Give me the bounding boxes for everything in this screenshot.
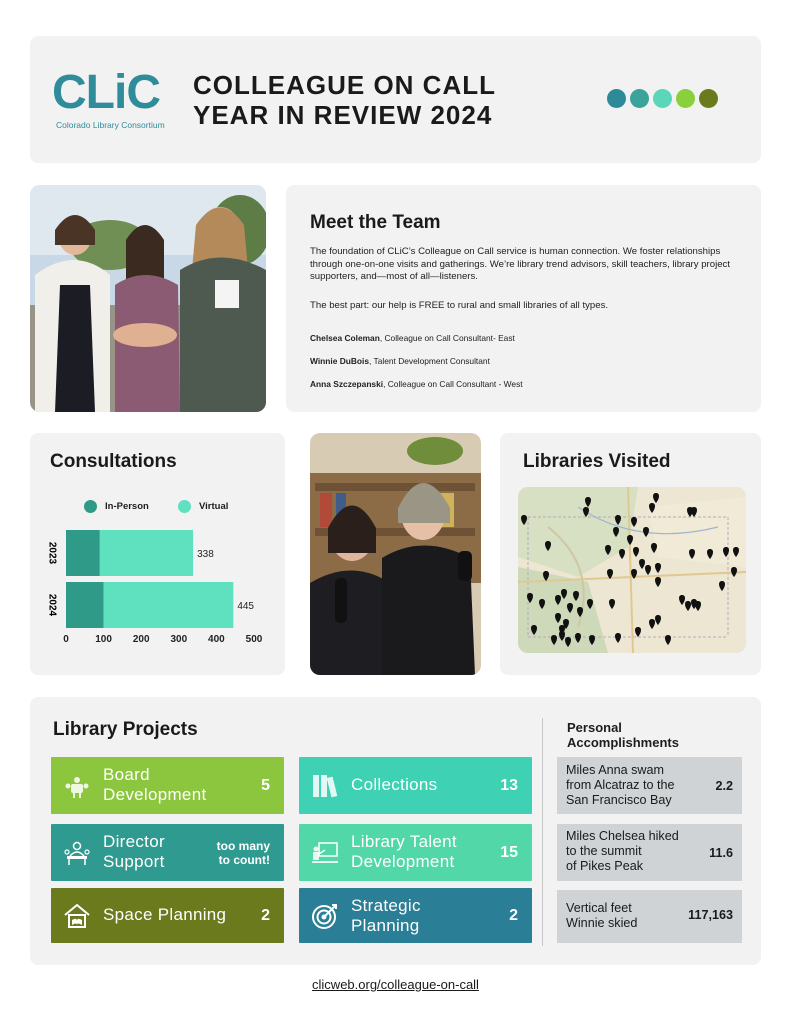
map-pin-icon — [539, 599, 545, 609]
label-line: Winnie skied — [566, 916, 638, 930]
map-pin-icon — [577, 607, 583, 617]
x-tick-label: 400 — [208, 634, 225, 645]
section-divider — [542, 718, 543, 946]
project-tile-collections — [299, 757, 532, 814]
accomplishment-anna-swim — [557, 757, 742, 814]
accomplishment-value: 11.6 — [709, 846, 733, 860]
legend-swatch — [84, 500, 97, 513]
label-line: Vertical feet — [566, 901, 632, 915]
map-pin-icon — [649, 503, 655, 513]
map-pin-icon — [615, 633, 621, 643]
map-pin-icon — [655, 615, 661, 625]
map-pin-icon — [585, 497, 591, 507]
map-pin-icon — [613, 527, 619, 537]
accomplishments-heading — [567, 720, 679, 750]
map-pin-icon — [651, 543, 657, 553]
meet-team-heading: Meet the Team — [310, 212, 441, 233]
chart-title: Consultations — [50, 451, 177, 472]
tile-label — [351, 896, 421, 936]
tile-label-line: Strategic — [351, 896, 421, 915]
accomplishment-label — [566, 829, 679, 874]
tile-label — [103, 832, 165, 872]
decorative-dots — [607, 89, 718, 109]
map-pin-icon — [607, 569, 613, 579]
map-pin-icon — [645, 565, 651, 575]
duo-photo — [310, 433, 481, 675]
house-icon — [63, 902, 91, 930]
map-pin-icon — [685, 601, 691, 611]
bar-in-person-2024 — [66, 582, 104, 628]
map-pin-icon — [633, 547, 639, 557]
director-icon — [63, 839, 91, 867]
team-photo — [30, 185, 266, 412]
tile-value: 13 — [500, 776, 518, 794]
map-pin-icon — [605, 545, 611, 555]
tile-label-line: Board — [103, 765, 150, 784]
map-pin-icon — [527, 593, 533, 603]
team-paragraph-1: The foundation of CLiC’s Colleague on Call service is human connection. We foster relationships through one-on-one visits and gatherings. We’re library trend advisors, skill teachers, library project supporters, and—most of all—listeners. — [310, 246, 731, 282]
label-line: to the summit — [566, 844, 642, 858]
accomplishment-winnie-ski — [557, 890, 742, 943]
dot-2 — [630, 89, 649, 108]
team-paragraph-2: The best part: our help is FREE to rural and small libraries of all types. — [310, 300, 609, 311]
map-pin-icon — [631, 569, 637, 579]
label-line: Miles Chelsea hiked — [566, 829, 679, 843]
heading-line: Accomplishments — [567, 735, 679, 750]
team-member-1 — [310, 333, 515, 343]
bar-in-person-2023 — [66, 530, 100, 576]
tile-value: 2 — [509, 906, 518, 924]
tile-value-line: to count! — [218, 852, 270, 867]
title-line-1: COLLEAGUE ON CALL — [193, 70, 496, 100]
tile-label: Space Planning — [103, 905, 227, 924]
libraries-heading: Libraries Visited — [523, 451, 671, 472]
projects-heading: Library Projects — [53, 719, 198, 740]
team-member-3 — [310, 379, 523, 389]
total-label-2024: 445 — [237, 601, 255, 612]
map-pin-icon — [619, 549, 625, 559]
label-line: San Francisco Bay — [566, 793, 672, 807]
map-pin-icon — [609, 599, 615, 609]
x-tick-label: 500 — [245, 634, 263, 645]
map-pin-icon — [589, 635, 595, 645]
board-icon — [63, 772, 91, 800]
map-pin-icon — [565, 637, 571, 647]
category-label-2023: 2023 — [46, 541, 58, 565]
map-pin-icon — [653, 493, 659, 503]
tile-value: 5 — [261, 776, 270, 794]
tile-value: 15 — [500, 843, 518, 861]
map-pin-icon — [649, 619, 655, 629]
tile-label — [103, 765, 206, 805]
map-pin-icon — [695, 601, 701, 611]
map-pin-icon — [555, 595, 561, 605]
map-pin-icon — [655, 577, 661, 587]
map-pin-icon — [583, 507, 589, 517]
project-tile-board-development — [51, 757, 284, 814]
map-pin-icon — [631, 517, 637, 527]
tile-label-line: Development — [351, 852, 455, 871]
legend-virtual — [178, 500, 228, 513]
map-pin-icon — [575, 633, 581, 643]
accomplishment-label — [566, 763, 675, 808]
tile-value: 2 — [261, 906, 270, 924]
page-title — [193, 70, 573, 130]
map-pin-icon — [707, 549, 713, 559]
bar-virtual-2023 — [100, 530, 193, 576]
x-tick-label: 100 — [95, 634, 112, 645]
map-pin-icon — [665, 635, 671, 645]
tile-label — [351, 832, 457, 872]
map-pin-icon — [627, 535, 633, 545]
tile-label-line: Support — [103, 852, 165, 871]
map-pin-icon — [655, 563, 661, 573]
x-tick-label: 300 — [170, 634, 188, 645]
accomplishment-value: 117,163 — [688, 908, 733, 922]
legend-label: In-Person — [105, 501, 149, 512]
map-pin-icon — [723, 547, 729, 557]
map-pins — [518, 487, 746, 653]
dot-4 — [676, 89, 695, 108]
map-pin-icon — [719, 581, 725, 591]
category-label-2024: 2024 — [46, 593, 58, 617]
label-line: Miles Anna swam — [566, 763, 664, 777]
project-tile-strategic-planning — [299, 888, 532, 943]
dot-1 — [607, 89, 626, 108]
tile-label-line: Director — [103, 832, 165, 851]
accomplishment-chelsea-hike — [557, 824, 742, 881]
legend-swatch — [178, 500, 191, 513]
member-name: Winnie DuBois — [310, 356, 370, 366]
logo-subtitle: Colorado Library Consortium — [56, 120, 165, 130]
footer-link[interactable]: clicweb.org/colleague-on-call — [312, 977, 479, 992]
title-line-2: YEAR IN REVIEW 2024 — [193, 100, 493, 130]
logo-wordmark: CLiC — [52, 66, 160, 119]
label-line: from Alcatraz to the — [566, 778, 675, 792]
map-pin-icon — [559, 631, 565, 641]
project-tile-director-support — [51, 824, 284, 881]
legend-in-person — [84, 500, 149, 513]
member-role: , Talent Development Consultant — [369, 356, 490, 366]
dot-3 — [653, 89, 672, 108]
member-name: Anna Szczepanski — [310, 379, 384, 389]
map-pin-icon — [545, 541, 551, 551]
map-pin-icon — [521, 515, 527, 525]
presenter-icon — [311, 839, 339, 867]
bar-virtual-2024 — [104, 582, 234, 628]
legend-label: Virtual — [199, 501, 229, 512]
tile-label-line: Development — [103, 785, 207, 804]
map-pin-icon — [573, 591, 579, 601]
map-pin-icon — [731, 567, 737, 577]
project-tile-space-planning — [51, 888, 284, 943]
tile-label-line: Library Talent — [351, 832, 457, 851]
total-label-2023: 338 — [197, 549, 214, 560]
map-pin-icon — [567, 603, 573, 613]
tile-value — [217, 839, 270, 867]
map-pin-icon — [639, 559, 645, 569]
member-role: , Colleague on Call Consultant - West — [383, 379, 523, 389]
target-icon — [311, 902, 339, 930]
team-member-2 — [310, 356, 490, 366]
map-pin-icon — [691, 507, 697, 517]
map-pin-icon — [615, 515, 621, 525]
member-name: Chelsea Coleman — [310, 333, 380, 343]
tile-label: Collections — [351, 775, 438, 794]
map-pin-icon — [561, 589, 567, 599]
member-role: , Colleague on Call Consultant- East — [379, 333, 515, 343]
x-tick-label: 0 — [63, 634, 69, 645]
clic-logo — [52, 66, 172, 132]
consultations-chart — [30, 520, 285, 650]
heading-line: Personal — [567, 720, 622, 735]
dot-5 — [699, 89, 718, 108]
map-pin-icon — [531, 625, 537, 635]
map-pin-icon — [555, 613, 561, 623]
project-tile-library-talent-development — [299, 824, 532, 881]
map-pin-icon — [551, 635, 557, 645]
map-pin-icon — [733, 547, 739, 557]
label-line: of Pikes Peak — [566, 859, 644, 873]
accomplishment-value: 2.2 — [715, 779, 733, 793]
map-pin-icon — [543, 571, 549, 581]
books-icon — [311, 772, 339, 800]
colorado-map — [518, 487, 746, 653]
map-pin-icon — [643, 527, 649, 537]
tile-label-line: Planning — [351, 916, 420, 935]
x-tick-label: 200 — [132, 634, 150, 645]
map-pin-icon — [587, 599, 593, 609]
map-pin-icon — [679, 595, 685, 605]
accomplishment-label — [566, 901, 637, 931]
tile-value-line: too many — [216, 838, 270, 853]
map-pin-icon — [689, 549, 695, 559]
map-pin-icon — [635, 627, 641, 637]
